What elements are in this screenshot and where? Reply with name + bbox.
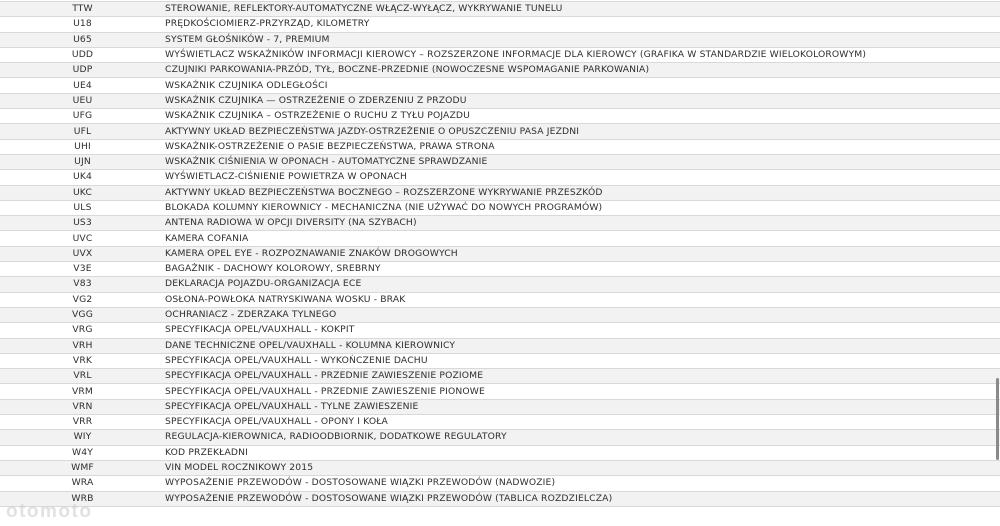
table-row [0, 109, 1000, 124]
option-description: WSKAŹNIK CIŚNIENIA W OPONACH - AUTOMATYCZNE SPRAWDZANIE [165, 154, 1000, 169]
option-description: WSKAŹNIK CZUJNIKA ODLEGŁOŚCI [165, 78, 1000, 93]
table-row [0, 185, 1000, 200]
option-description: WSKAŹNIK-OSTRZEŻENIE O PASIE BEZPIECZEŃSTWA, PRAWA STRONA [165, 139, 1000, 154]
table-row [0, 399, 1000, 414]
option-code: VRH [0, 338, 165, 353]
option-description: KOD PRZEKŁADNI [165, 445, 1000, 460]
table-row [0, 307, 1000, 322]
option-description: VIN MODEL ROCZNIKOWY 2015 [165, 460, 1000, 475]
option-code: UDD [0, 47, 165, 62]
table-row [0, 93, 1000, 108]
option-code: UDP [0, 63, 165, 78]
option-description: WYPOSAŻENIE PRZEWODÓW - DOSTOSOWANE WIĄZKI PRZEWODÓW (TABLICA ROZDZIELCZA) [165, 491, 1000, 506]
option-description: ANTENA RADIOWA W OPCJI DIVERSITY (NA SZYBACH) [165, 216, 1000, 231]
table-row [0, 491, 1000, 506]
table-row [0, 139, 1000, 154]
option-description: WYŚWIETLACZ WSKAŹNIKÓW INFORMACJI KIEROWCY – ROZSZERZONE INFORMACJE DLA KIEROWCY (GRAFIKA W STANDARDZIE WIELOKOLOROWYM) [165, 47, 1000, 62]
option-description: KAMERA OPEL EYE - ROZPOZNAWANIE ZNAKÓW DROGOWYCH [165, 246, 1000, 261]
option-code: UKC [0, 185, 165, 200]
table-row [0, 277, 1000, 292]
option-code: WRB [0, 491, 165, 506]
option-code: WRA [0, 476, 165, 491]
option-code: VRR [0, 415, 165, 430]
option-code: UJN [0, 154, 165, 169]
option-code: UE4 [0, 78, 165, 93]
option-code: US3 [0, 216, 165, 231]
option-description: AKTYWNY UKŁAD BEZPIECZEŃSTWA JAZDY-OSTRZEŻENIE O OPUSZCZENIU PASA JEZDNI [165, 124, 1000, 139]
otomoto-watermark: otomoto [6, 501, 93, 522]
table-row [0, 415, 1000, 430]
option-code: VRN [0, 399, 165, 414]
option-description: OCHRANIACZ - ZDERZAKA TYLNEGO [165, 307, 1000, 322]
vertical-scrollbar-thumb[interactable] [996, 378, 999, 460]
option-description: SPECYFIKACJA OPEL/VAUXHALL - PRZEDNIE ZAWIESZENIE PIONOWE [165, 384, 1000, 399]
option-description: WYŚWIETLACZ-CIŚNIENIE POWIETRZA W OPONACH [165, 170, 1000, 185]
option-description: SPECYFIKACJA OPEL/VAUXHALL - WYKOŃCZENIE DACHU [165, 353, 1000, 368]
option-code: VRL [0, 369, 165, 384]
option-description: CZUJNIKI PARKOWANIA-PRZÓD, TYŁ, BOCZNE-PRZEDNIE (NOWOCZESNE WSPOMAGANIE PARKOWANIA) [165, 63, 1000, 78]
option-description: WYPOSAŻENIE PRZEWODÓW - DOSTOSOWANE WIĄZKI PRZEWODÓW (NADWOZIE) [165, 476, 1000, 491]
table-row [0, 200, 1000, 215]
option-code: UEU [0, 93, 165, 108]
option-code: UVC [0, 231, 165, 246]
table-row [0, 353, 1000, 368]
option-description: SPECYFIKACJA OPEL/VAUXHALL - OPONY I KOŁA [165, 415, 1000, 430]
table-row [0, 124, 1000, 139]
option-description: PRĘDKOŚCIOMIERZ-PRZYRZĄD, KILOMETRY [165, 17, 1000, 32]
table-row [0, 338, 1000, 353]
option-description: SPECYFIKACJA OPEL/VAUXHALL - KOKPIT [165, 323, 1000, 338]
option-description: SYSTEM GŁOŚNIKÓW - 7, PREMIUM [165, 32, 1000, 47]
option-code: VG2 [0, 292, 165, 307]
option-description: KAMERA COFANIA [165, 231, 1000, 246]
table-row [0, 63, 1000, 78]
table-row [0, 445, 1000, 460]
table-row [0, 2, 1000, 17]
option-description: DANE TECHNICZNE OPEL/VAUXHALL - KOLUMNA KIEROWNICY [165, 338, 1000, 353]
option-description: DEKLARACJA POJAZDU-ORGANIZACJA ECE [165, 277, 1000, 292]
option-code: WMF [0, 460, 165, 475]
option-code: VRG [0, 323, 165, 338]
table-row [0, 32, 1000, 47]
table-row [0, 384, 1000, 399]
table-row [0, 460, 1000, 475]
option-code: UVX [0, 246, 165, 261]
option-code: UFG [0, 109, 165, 124]
table-row [0, 78, 1000, 93]
equipment-codes-body [0, 2, 1000, 507]
option-description: BLOKADA KOLUMNY KIEROWNICY - MECHANICZNA (NIE UŻYWAĆ DO NOWYCH PROGRAMÓW) [165, 200, 1000, 215]
option-description: SPECYFIKACJA OPEL/VAUXHALL - TYLNE ZAWIESZENIE [165, 399, 1000, 414]
option-code: VGG [0, 307, 165, 322]
option-description: SPECYFIKACJA OPEL/VAUXHALL - PRZEDNIE ZAWIESZENIE POZIOME [165, 369, 1000, 384]
table-row [0, 47, 1000, 62]
option-code: ULS [0, 200, 165, 215]
option-code: UFL [0, 124, 165, 139]
equipment-codes-table [0, 1, 1000, 507]
option-code: VRM [0, 384, 165, 399]
option-code: V83 [0, 277, 165, 292]
table-row [0, 262, 1000, 277]
table-row [0, 430, 1000, 445]
option-description: REGULACJA-KIEROWNICA, RADIOODBIORNIK, DODATKOWE REGULATORY [165, 430, 1000, 445]
table-row [0, 154, 1000, 169]
option-description: STEROWANIE, REFLEKTORY-AUTOMATYCZNE WŁĄCZ-WYŁĄCZ, WYKRYWANIE TUNELU [165, 2, 1000, 17]
table-row [0, 476, 1000, 491]
table-row [0, 292, 1000, 307]
table-row [0, 369, 1000, 384]
option-code: TTW [0, 2, 165, 17]
table-row [0, 170, 1000, 185]
table-row [0, 323, 1000, 338]
table-row [0, 246, 1000, 261]
option-code: W4Y [0, 445, 165, 460]
table-row [0, 216, 1000, 231]
option-description: AKTYWNY UKŁAD BEZPIECZEŃSTWA BOCZNEGO – ROZSZERZONE WYKRYWANIE PRZESZKÓD [165, 185, 1000, 200]
table-row [0, 17, 1000, 32]
option-code: U65 [0, 32, 165, 47]
option-description: OSŁONA-POWŁOKA NATRYSKIWANA WOSKU - BRAK [165, 292, 1000, 307]
option-code: VRK [0, 353, 165, 368]
option-code: V3E [0, 262, 165, 277]
option-code: UK4 [0, 170, 165, 185]
option-code: U18 [0, 17, 165, 32]
option-description: WSKAŹNIK CZUJNIKA — OSTRZEŻENIE O ZDERZENIU Z PRZODU [165, 93, 1000, 108]
option-code: WIY [0, 430, 165, 445]
option-description: WSKAŹNIK CZUJNIKA – OSTRZEŻENIE O RUCHU Z TYŁU POJAZDU [165, 109, 1000, 124]
option-code: UHI [0, 139, 165, 154]
option-description: BAGAŻNIK - DACHOWY KOLOROWY, SREBRNY [165, 262, 1000, 277]
table-row [0, 231, 1000, 246]
